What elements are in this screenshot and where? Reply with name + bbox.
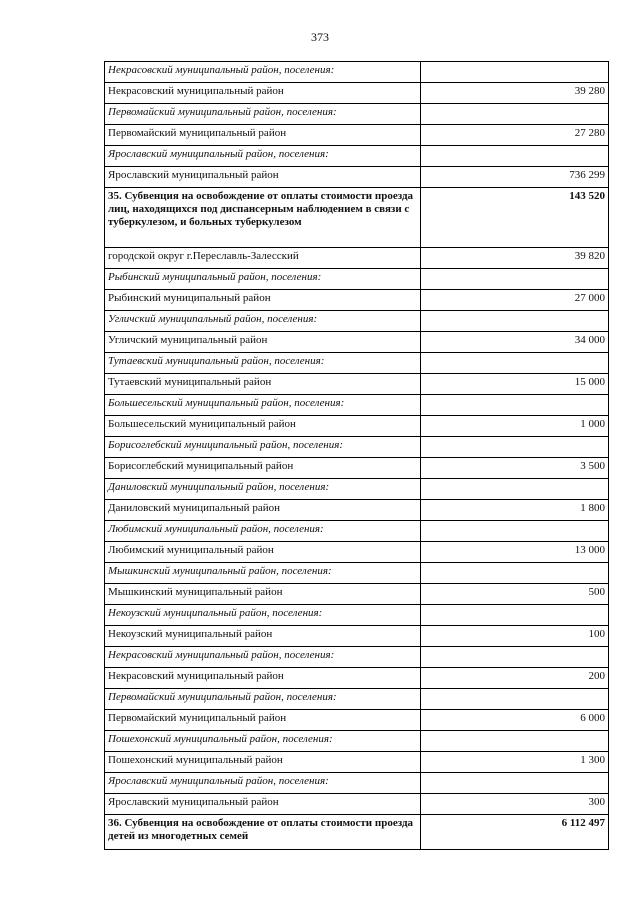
table-row <box>105 584 609 605</box>
amount-cell <box>421 731 609 752</box>
district-name: городской округ г.Переславль-Залесский <box>105 248 421 269</box>
amount-cell <box>421 146 609 167</box>
district-name: Некоузский муниципальный район <box>105 626 421 647</box>
district-name: Первомайский муниципальный район <box>105 710 421 731</box>
subheader-label: Борисоглебский муниципальный район, поселения: <box>105 437 421 458</box>
district-name: Ярославский муниципальный район <box>105 794 421 815</box>
subheader-row <box>105 479 609 500</box>
table-row <box>105 458 609 479</box>
district-name: Тутаевский муниципальный район <box>105 374 421 395</box>
budget-table <box>104 61 609 850</box>
amount-cell <box>421 605 609 626</box>
table-row <box>105 794 609 815</box>
subheader-label: Некрасовский муниципальный район, поселения: <box>105 647 421 668</box>
table-row <box>105 416 609 437</box>
subheader-row <box>105 773 609 794</box>
subheader-label: Любимский муниципальный район, поселения: <box>105 521 421 542</box>
table-row <box>105 167 609 188</box>
page-number: 373 <box>311 30 329 44</box>
amount-cell <box>421 395 609 416</box>
section-row <box>105 815 609 850</box>
subheader-row <box>105 647 609 668</box>
district-name: Мышкинский муниципальный район <box>105 584 421 605</box>
amount-cell: 1 000 <box>421 416 609 437</box>
subheader-label: Первомайский муниципальный район, поселения: <box>105 104 421 125</box>
amount-cell: 27 280 <box>421 125 609 146</box>
table-row <box>105 248 609 269</box>
amount-cell: 13 000 <box>421 542 609 563</box>
amount-cell: 100 <box>421 626 609 647</box>
amount-cell <box>421 353 609 374</box>
district-name: Пошехонский муниципальный район <box>105 752 421 773</box>
subheader-label: Угличский муниципальный район, поселения: <box>105 311 421 332</box>
amount-cell: 34 000 <box>421 332 609 353</box>
amount-cell: 143 520 <box>421 188 609 248</box>
table-row <box>105 668 609 689</box>
table-row <box>105 542 609 563</box>
subheader-label: Рыбинский муниципальный район, поселения: <box>105 269 421 290</box>
district-name: Некрасовский муниципальный район <box>105 83 421 104</box>
district-name: Первомайский муниципальный район <box>105 125 421 146</box>
amount-cell <box>421 773 609 794</box>
amount-cell: 6 112 497 <box>421 815 609 850</box>
amount-cell <box>421 311 609 332</box>
subheader-row <box>105 269 609 290</box>
amount-cell: 6 000 <box>421 710 609 731</box>
subheader-row <box>105 437 609 458</box>
amount-cell <box>421 689 609 710</box>
amount-cell: 300 <box>421 794 609 815</box>
amount-cell: 500 <box>421 584 609 605</box>
subheader-label: Ярославский муниципальный район, поселения: <box>105 146 421 167</box>
amount-cell: 200 <box>421 668 609 689</box>
subheader-row <box>105 689 609 710</box>
subheader-label: Ярославский муниципальный район, поселения: <box>105 773 421 794</box>
district-name: Угличский муниципальный район <box>105 332 421 353</box>
subheader-label: Мышкинский муниципальный район, поселения: <box>105 563 421 584</box>
subheader-label: Большесельский муниципальный район, поселения: <box>105 395 421 416</box>
section-title: 35. Субвенция на освобождение от оплаты стоимости проезда лиц, находящихся под диспансерным наблюдением в связи с туберкулезом, и больных туберкулезом <box>105 188 421 248</box>
amount-cell <box>421 269 609 290</box>
subheader-row <box>105 563 609 584</box>
amount-cell <box>421 479 609 500</box>
table-row <box>105 710 609 731</box>
amount-cell: 3 500 <box>421 458 609 479</box>
amount-cell <box>421 437 609 458</box>
amount-cell <box>421 647 609 668</box>
district-name: Некрасовский муниципальный район <box>105 668 421 689</box>
subheader-label: Некрасовский муниципальный район, поселения: <box>105 62 421 83</box>
subheader-row <box>105 353 609 374</box>
table-row <box>105 752 609 773</box>
table-row <box>105 500 609 521</box>
amount-cell <box>421 563 609 584</box>
amount-cell <box>421 521 609 542</box>
table-row <box>105 332 609 353</box>
district-name: Борисоглебский муниципальный район <box>105 458 421 479</box>
amount-cell: 15 000 <box>421 374 609 395</box>
subheader-row <box>105 146 609 167</box>
amount-cell: 736 299 <box>421 167 609 188</box>
table-row <box>105 125 609 146</box>
subheader-row <box>105 395 609 416</box>
budget-table-body <box>105 62 609 850</box>
district-name: Даниловский муниципальный район <box>105 500 421 521</box>
subheader-row <box>105 605 609 626</box>
amount-cell: 27 000 <box>421 290 609 311</box>
table-row <box>105 83 609 104</box>
table-row <box>105 290 609 311</box>
amount-cell <box>421 104 609 125</box>
amount-cell: 1 800 <box>421 500 609 521</box>
subheader-row <box>105 311 609 332</box>
amount-cell: 39 280 <box>421 83 609 104</box>
subheader-row <box>105 521 609 542</box>
amount-cell: 1 300 <box>421 752 609 773</box>
amount-cell <box>421 62 609 83</box>
district-name: Рыбинский муниципальный район <box>105 290 421 311</box>
subheader-row <box>105 104 609 125</box>
subheader-label: Первомайский муниципальный район, поселения: <box>105 689 421 710</box>
district-name: Большесельский муниципальный район <box>105 416 421 437</box>
district-name: Ярославский муниципальный район <box>105 167 421 188</box>
district-name: Любимский муниципальный район <box>105 542 421 563</box>
table-row <box>105 374 609 395</box>
subheader-row <box>105 731 609 752</box>
table-row <box>105 626 609 647</box>
section-title: 36. Субвенция на освобождение от оплаты стоимости проезда детей из многодетных семей <box>105 815 421 850</box>
subheader-row <box>105 62 609 83</box>
subheader-label: Пошехонский муниципальный район, поселения: <box>105 731 421 752</box>
subheader-label: Даниловский муниципальный район, поселения: <box>105 479 421 500</box>
subheader-label: Тутаевский муниципальный район, поселения: <box>105 353 421 374</box>
subheader-label: Некоузский муниципальный район, поселения: <box>105 605 421 626</box>
amount-cell: 39 820 <box>421 248 609 269</box>
section-row <box>105 188 609 248</box>
